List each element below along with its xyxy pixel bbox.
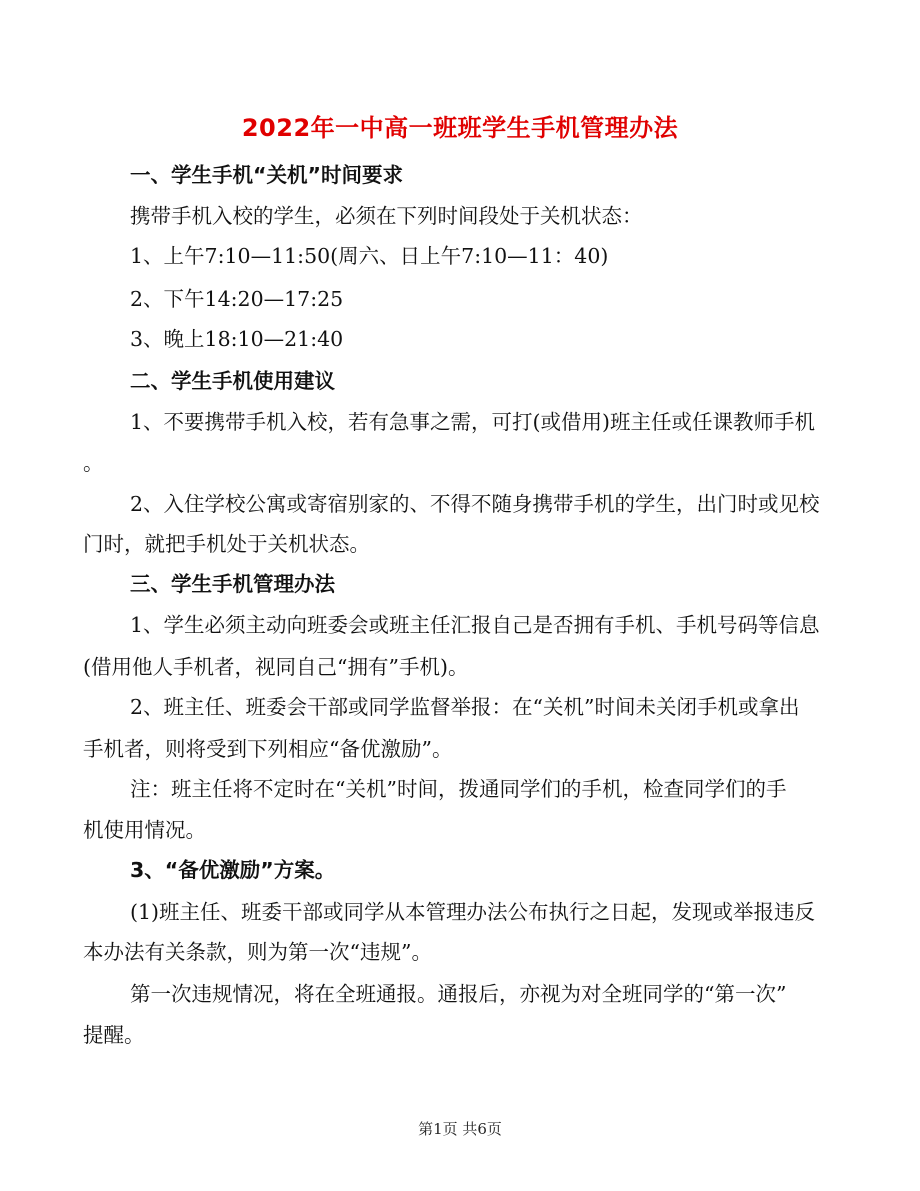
paragraph-line: (1)班主任、班委干部或同学从本管理办法公布执行之日起，发现或举报违反: [130, 900, 816, 924]
section-heading-3: 三、学生手机管理办法: [130, 572, 335, 596]
paragraph-line: 。: [83, 451, 104, 475]
paragraph-line: 第一次违规情况，将在全班通报。通报后，亦视为对全班同学的“第一次”: [130, 982, 787, 1006]
paragraph-line: 门时，就把手机处于关机状态。: [83, 532, 370, 556]
paragraph-line: (借用他人手机者，视同自己“拥有”手机)。: [83, 655, 469, 679]
paragraph-line: 机使用情况。: [83, 818, 206, 842]
paragraph-line: 手机者，则将受到下列相应“备优激励”。: [83, 737, 453, 761]
page-number: 第1页 共6页: [418, 1120, 502, 1138]
paragraph-line: 2、入住学校公寓或寄宿别家的、不得不随身携带手机的学生，出门时或见校: [130, 492, 820, 516]
paragraph-line: 2、下午14:20—17:25: [130, 287, 344, 311]
paragraph-line: 本办法有关条款，则为第一次“违规”。: [83, 940, 432, 964]
paragraph-line: 3、晚上18:10—21:40: [130, 327, 344, 351]
paragraph-line: 携带手机入校的学生，必须在下列时间段处于关机状态：: [130, 204, 643, 228]
paragraph-line: 1、不要携带手机入校，若有急事之需，可打(或借用)班主任或任课教师手机: [130, 410, 816, 434]
subsection-heading: 3、“备优激励”方案。: [130, 858, 336, 882]
paragraph-line: 1、上午7:10—11:50(周六、日上午7:10—11：40): [130, 244, 609, 268]
paragraph-line: 1、学生必须主动向班委会或班主任汇报自己是否拥有手机、手机号码等信息: [130, 613, 820, 637]
paragraph-line: 2、班主任、班委会干部或同学监督举报：在“关机”时间未关闭手机或拿出: [130, 695, 800, 719]
section-heading-2: 二、学生手机使用建议: [130, 369, 335, 393]
paragraph-line: 注：班主任将不定时在“关机”时间，拨通同学们的手机，检查同学们的手: [130, 777, 787, 801]
document-title: 2022年一中高一班班学生手机管理办法: [241, 114, 679, 142]
paragraph-line: 提醒。: [83, 1023, 145, 1047]
section-heading-1: 一、学生手机“关机”时间要求: [130, 163, 403, 187]
